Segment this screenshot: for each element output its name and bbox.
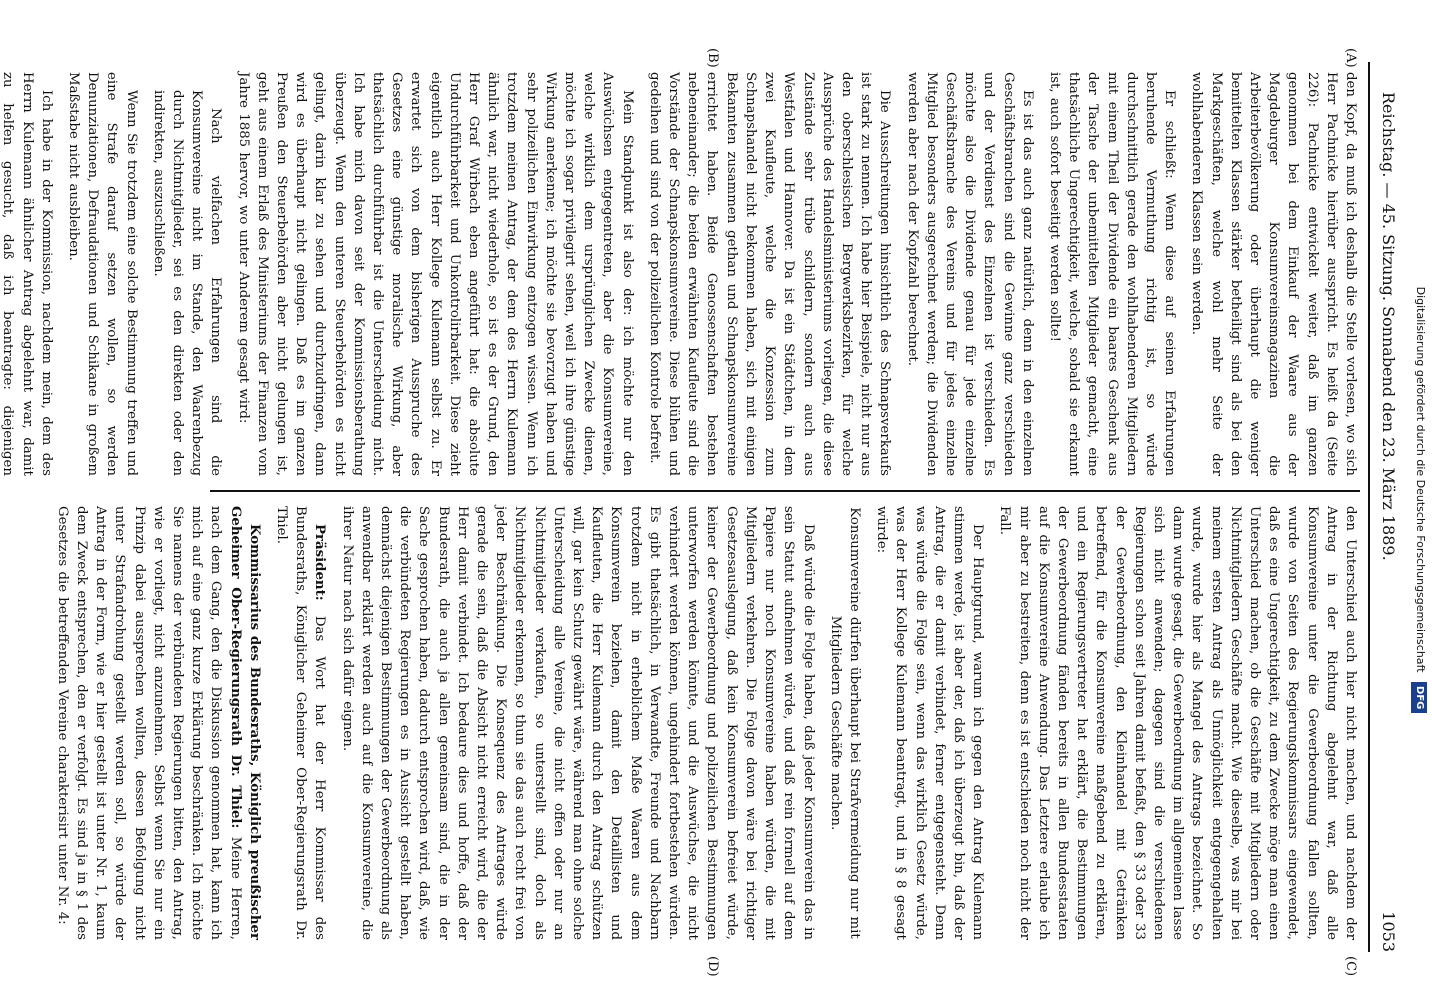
quote-paragraph: Konsumvereine dürfen überhaupt bei Strafvermeidung nur mit Mitgliedern Geschäfte machen. xyxy=(827,507,862,939)
paragraph: den Unterschied auch hier nicht machen, und nachdem der Antrag in der Richtung abgelehnt war, daß alle Konsumvereine unter die Gewerbeordnung fallen sollten, wurde von Seiten des Regierungskommissars eingewendet, daß es eine Ungerechtigkeit, zu dem Zwecke möge man einen Unterschied machen, ob die Geschäfte mit Mitgliedern oder Nichtmitgliedern Geschäfte macht. Wie dieselbe, was mir bei meinem ersten Antrag als Unmöglichkeit entgegengehalten wurde, wurde hier als Mangel des Antrags bezeichnet. So dann wurde gesagt, die Gewerbeordnung im allgemeinen lasse sich nicht anwenden; dagegen sind die verschiedenen Regierungen schon seit Jahren damit befaßt, den § 33 oder 33 der Gewerbeordnung, den Kleinhandel mit Getränken betreffend, für die Konsumvereine maßgebend zu erklären, und ein Regierungsvertreter hat erklärt, die Bestimmungen der Gewerbeordnung fänden bereits in allen Bundesstaaten auf die Konsumvereine Anwendung. Das Letztere erlaube ich mir aber zu bestreiten, denn es ist entschieden noch nicht der Fall. xyxy=(997,506,1358,940)
paragraph: Daß würde die Folge haben, daß jeder Konsumverein das in sein Statut aufnehmen würde, und daß rein formell auf dem Papiere nur noch Konsumvereine haben würden, die mit Mitgliedern verkehren. Die Folge davon wäre bei richtiger Gesetzesauslegung, daß kein Konsumverein befreiet würde, keiner der Gewerbeordnung und polizeilichen Bestimmungen unterworfen werden könnte, und die Auswüchse, die nicht verhindert werden können, ungehindert fortbestehen würden. Es gibt thatsächlich, in Verwandte, Freunde und Nachbarn trotzdem nicht in erheblichem Maße Waaren aus dem Konsumverein beziehen, damit den Detaillisten und Kaufleuten, die Herr Kulemann durch den Antrag schützen will, gar kein Schutz gewährt wäre, während man ohne solche Unterscheidung alle Vereine, die nicht offen oder nur an Nichtmitglieder verkaufen, so unterstellt sind, doch als Nichtmitglieder erkennen, so thun sie das auch recht frei von jeder Beschränkung. Die Konsequenz des Antrages würde gerade die sein, daß die Absicht nicht erreicht wird, die der Herr damit verbindet. Ich bedaure dies und hoffe, daß der Bundesrath, die auch ja allen gemeinsam sind, die in der Sache gesprochen haben, dadurch entsprochen wird, daß, wie die verbündeten Regierungen es in Aussicht gestellt haben, demnächst diejenigen Bestimmungen der Gewerbeordnung als anwendbar erklärt werden auch auf die Konsumvereine, die ihrer Natur nach sich dafür eignen. xyxy=(339,506,816,940)
margin-marker-c: (C) xyxy=(1343,956,1358,977)
quote-paragraph: Nach vielfachen Erfahrungen sind die Konsumvereine nicht im Stande, den Waarenbezug durch Nichtmitglieder, sei es den direkten oder den indirekten, auszuschließen. xyxy=(150,90,224,476)
right-column xyxy=(54,506,1360,940)
speaker-label: Kommissarius des Bundesraths, Königlich preußischer Geheimer Ober-Regierungsrath Dr. Thiel: xyxy=(227,506,262,940)
page-header xyxy=(1374,62,1398,952)
footer xyxy=(1408,0,1432,1000)
speech-text: Meine Herren, nach dem Gang, den die Diskussion genommen hat, kann ich mich auf eine ganz kurze Erklärung beschränken. Ich möchte Sie namens der verbündeten Regierungen bitten, den Antrag, wie er vorliegt, nicht anzunehmen. Selbst wenn Sie nur ein Prinzip dabei aussprechen wollten, dessen Befolgung nicht unter Strafandrohung gestellt werden soll, so würde der Antrag in der Form, wie er hier gestellt ist unter Nr. 1, kaum dem Zweck entsprechen, den er verfolgt. Es sind ja in § 1 des Gesetzes die betreffenden Vereine charakterisirt unter Nr. 4: xyxy=(54,506,243,940)
left-column xyxy=(0,72,1360,476)
paragraph: Die Ausschreitungen hinsichtlich des Schnapsverkaufs ist stark zu nennen. Ich habe hier Beispiele, nicht nur aus den oberschlesischen Bergwerksbezirken, für welche Aussprüche des Handelsministeriums vorliegen, die diese Zustände sehr trübe schildern, sondern auch aus Westfalen und Hannover. Da ist ein Städtchen, in dem zwei Kaufleute, welche die Konzession zum Schnapshandel nicht bekommen haben, sich mit einigen Bekannten zusammen gethan und Schnapskonsumvereine errichtet haben. Beide Genossenschaften bestehen nebeneinander; die beiden erwähnten Kaufleute sind die Vorstände der Schnapskonsumvereine. Diese blühen und gedeihen und sind von der polizeilichen Kontrole befreit. xyxy=(646,72,893,476)
president-speech xyxy=(272,506,330,940)
speech-text: Das Wort hat der Herr Kommissar des Bundesraths, Königlicher Geheimer Ober-Regierungsrath Dr. Thiel. xyxy=(274,506,328,940)
paragraph: Der Hauptgrund, warum ich gegen den Antrag Kulemann stimmen werde, ist aber der, daß ich überzeugt bin, daß der Antrag, die er damit verbindet, ferner entgegensteht. Denn was würde die Folge sein, wenn das wirklich Gesetz würde, was der Herr Kollege Kulemann beantragt, und in § 8 gesagt würde: xyxy=(874,506,986,940)
paragraph: Mein Standpunkt ist also der: ich möchte nur den Auswüchsen entgegentreten, aber die Konsumvereine, welche wirklich dem ursprünglichen Zwecke dienen, möchte ich sogar privilegirt sehen, weil ich ihre günstige Wirkung anerkenne; ich möchte sie bevorzugt haben und sehr polizeilichen Einwirkung entzogen wissen. Wenn ich trotzdem meinen Antrag, der dem des Herrn Kulemann ähnlich war, nicht wiederhole, so ist es der Grund, den Herr Graf Wirbach eben angeführt hat: die absolute Undurchführbarkeit und Unkontrolirbarkeit. Diese zieht eigentlich auch Herr Kollege Kulemann selbst zu. Er erwartet sich von dem bisherigen Ausspruche des Gesetzes eine günstige moralische Wirkung, aber thatsächlich durchführbar ist die Unterscheidung nicht. Ich habe mich davon seit der Kommissionsberathung überzeugt. Wenn den unteren Steuerbehörden es nicht gelingt, darin klar zu sehen und durchzudringen, dann wird es überhaupt nicht gelingen. Daß es im ganzen Preußen den Steuerbehörden aber nicht gelungen ist, geht aus einem Erlaß des Ministeriums der Finanzen vom Jahre 1885 hervor, wo unter Anderem gesagt wird: xyxy=(235,72,635,476)
paragraph: Wenn Sie trotzdem eine solche Bestimmung treffen und eine Strafe darauf setzen wollen, so werden Denunziationen, Defraudationen und Schikane in großem Maßstabe nicht ausbleiben. xyxy=(66,72,139,476)
speaker-label: Präsident: xyxy=(312,524,328,601)
commissioner-speech xyxy=(53,506,264,940)
margin-marker-b: (B) xyxy=(705,48,720,68)
header-title: Reichstag. — 45. Sitzung. Sonnabend den 23. März 1889. xyxy=(1379,92,1398,561)
dfg-logo: DFG xyxy=(1411,682,1427,713)
header-rule xyxy=(1368,62,1370,952)
column-divider xyxy=(210,490,1360,492)
margin-marker-d: (D) xyxy=(705,956,720,977)
paragraph: Er schließt: Wenn diese auf seinen Erfahrungen beruhende Vermuthung richtig ist, so würde durchschnittlich gerade den wohlhabenderen Mitgliedern mit einem Theil der Dividende ein baares Geschenk aus der Tasche der unbemittelten Mitglieder gemacht, eine thatsächliche Ungerechtigkeit, welche, sobald sie erkannt ist, auch sofort beseitigt werden sollte! xyxy=(1046,72,1178,476)
footer-bar xyxy=(1408,0,1432,1000)
footer-text: Digitalisierung gefördert durch die Deutsche Forschungsgemeinschaft xyxy=(1414,286,1427,673)
paragraph: Ich habe in der Kommission, nachdem mein, dem des Herrn Kulemann ähnlicher Antrag abgelehnt war, damit zu helfen gesucht, daß ich beantragte: diejenigen xyxy=(0,72,54,476)
paragraph: den Kopf, da muß ich deshalb die Stelle vorlesen, wo sich Herr Pachnicke hierüber ausspricht. Es heißt da (Seite 226): Pachnicke entwickelt weiter, daß im ganzen genommen bei dem Einkauf der Waare aus der Magdeburger Konsumvereinsmagazinen die Arbeiterbevölkerung oder überhaupt die weniger bemittelten Klassen stärker betheiligt sind als bei den Markgeschäften, welche wohl mehr Seite der wohlhabenderen Klassen sein werden. xyxy=(1189,72,1358,476)
paragraph: Es ist das auch ganz natürlich, denn in den einzelnen Geschäftsbranchen sind die Gewinne ganz verschieden und der Verdienst des Einzelnen ist verschieden. Es möchte also die Dividende genau für jede einzelne Geschäftsbranche des Vereins und für jedes einzelne Mitglied besonders ausgerechnet werden; die Dividenden werden aber nach der Kopfzahl berechnet. xyxy=(904,72,1035,476)
margin-marker-a: (A) xyxy=(1343,48,1358,68)
page-number: 1053 xyxy=(1379,911,1398,952)
